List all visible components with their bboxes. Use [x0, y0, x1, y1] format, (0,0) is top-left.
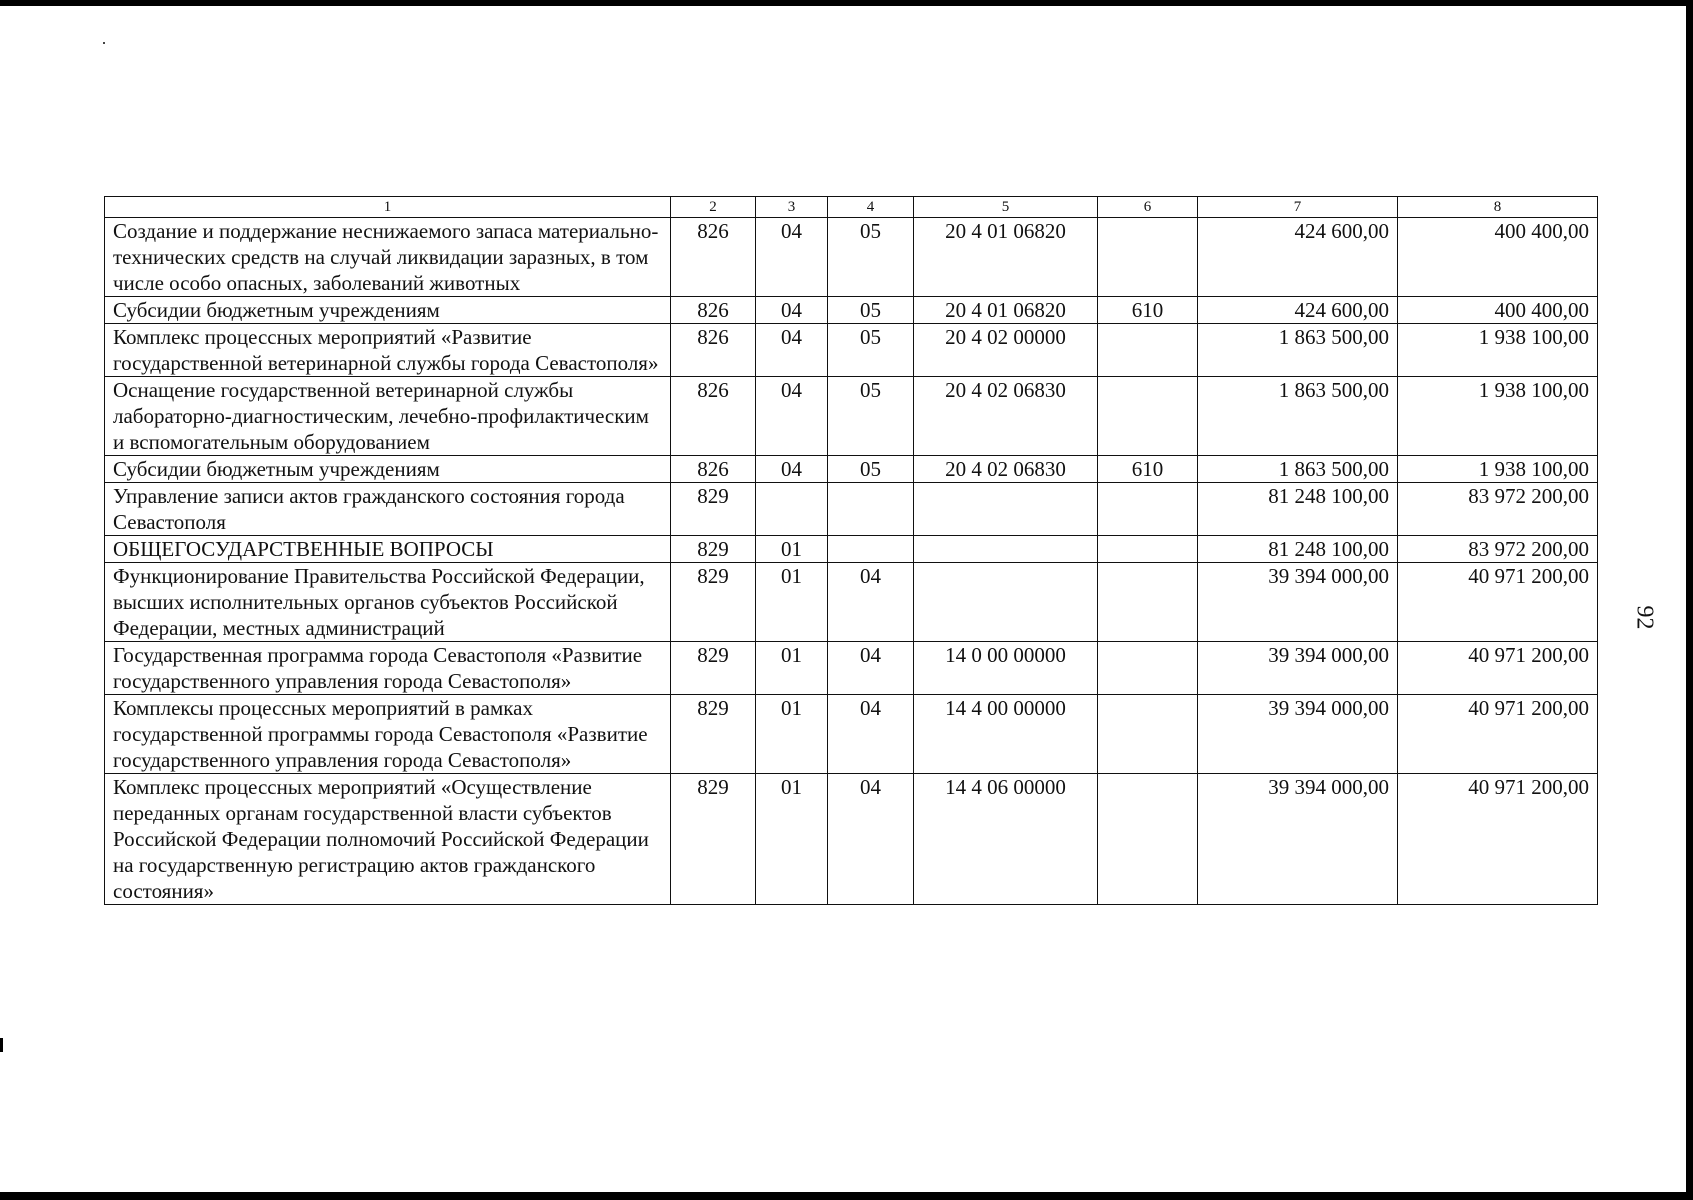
cell-amount-2: 83 972 200,00 [1398, 483, 1598, 536]
header-row [105, 197, 1598, 218]
cell-amount-1: 1 863 500,00 [1198, 324, 1398, 377]
cell-name: Создание и поддержание неснижаемого запаса материально-технических средств на случай ликвидации заразных, в том числе особо опасных, заболеваний животных [105, 218, 671, 297]
table-row [105, 483, 1598, 536]
cell-expense-type [1098, 483, 1198, 536]
cell-subsection: 05 [828, 456, 914, 483]
budget-table [104, 196, 1598, 905]
table-row [105, 297, 1598, 324]
cell-target-article [914, 536, 1098, 563]
cell-ministry: 826 [671, 456, 756, 483]
cell-section: 01 [756, 695, 828, 774]
scan-border-right [1686, 0, 1693, 1200]
cell-subsection: 04 [828, 563, 914, 642]
scan-speck [103, 42, 105, 44]
cell-amount-2: 40 971 200,00 [1398, 642, 1598, 695]
cell-ministry: 826 [671, 324, 756, 377]
cell-ministry: 826 [671, 218, 756, 297]
cell-amount-1: 424 600,00 [1198, 297, 1398, 324]
cell-subsection: 04 [828, 774, 914, 905]
cell-amount-1: 39 394 000,00 [1198, 563, 1398, 642]
table-row [105, 456, 1598, 483]
cell-subsection: 05 [828, 297, 914, 324]
cell-subsection: 05 [828, 218, 914, 297]
cell-name: Субсидии бюджетным учреждениям [105, 456, 671, 483]
table-row [105, 218, 1598, 297]
cell-target-article: 14 0 00 00000 [914, 642, 1098, 695]
cell-ministry: 829 [671, 642, 756, 695]
cell-expense-type: 610 [1098, 297, 1198, 324]
header-col-7: 7 [1198, 197, 1398, 218]
scan-mark-left [0, 1038, 3, 1052]
table-row [105, 642, 1598, 695]
cell-target-article: 20 4 02 06830 [914, 377, 1098, 456]
cell-amount-2: 1 938 100,00 [1398, 456, 1598, 483]
cell-ministry: 829 [671, 536, 756, 563]
cell-amount-2: 83 972 200,00 [1398, 536, 1598, 563]
cell-ministry: 826 [671, 297, 756, 324]
cell-ministry: 829 [671, 774, 756, 905]
header-col-4: 4 [828, 197, 914, 218]
header-col-6: 6 [1098, 197, 1198, 218]
cell-section: 04 [756, 218, 828, 297]
cell-expense-type [1098, 774, 1198, 905]
cell-target-article: 14 4 00 00000 [914, 695, 1098, 774]
cell-subsection [828, 536, 914, 563]
cell-ministry: 826 [671, 377, 756, 456]
cell-name: Комплекс процессных мероприятий «Развитие государственной ветеринарной службы города Севастополя» [105, 324, 671, 377]
cell-amount-1: 39 394 000,00 [1198, 642, 1398, 695]
header-col-8: 8 [1398, 197, 1598, 218]
header-col-5: 5 [914, 197, 1098, 218]
table-row [105, 563, 1598, 642]
cell-section: 04 [756, 377, 828, 456]
scan-border-bottom [0, 1192, 1693, 1200]
cell-name: Оснащение государственной ветеринарной службы лабораторно-диагностическим, лечебно-профилактическим и вспомогательным оборудованием [105, 377, 671, 456]
cell-amount-2: 40 971 200,00 [1398, 563, 1598, 642]
cell-name: Комплексы процессных мероприятий в рамках государственной программы города Севастополя «Развитие государственного управления города Севастополя» [105, 695, 671, 774]
cell-amount-1: 39 394 000,00 [1198, 774, 1398, 905]
cell-subsection: 05 [828, 324, 914, 377]
table-row [105, 695, 1598, 774]
cell-amount-2: 1 938 100,00 [1398, 324, 1598, 377]
cell-section: 01 [756, 774, 828, 905]
cell-section: 01 [756, 563, 828, 642]
cell-name: Комплекс процессных мероприятий «Осуществление переданных органам государственной власти субъектов Российской Федерации полномочий Российской Федерации на государственную регистрацию актов гражданского состояния» [105, 774, 671, 905]
cell-amount-2: 400 400,00 [1398, 297, 1598, 324]
cell-amount-1: 1 863 500,00 [1198, 456, 1398, 483]
cell-amount-1: 1 863 500,00 [1198, 377, 1398, 456]
cell-section [756, 483, 828, 536]
cell-section: 04 [756, 324, 828, 377]
cell-amount-2: 1 938 100,00 [1398, 377, 1598, 456]
header-col-1: 1 [105, 197, 671, 218]
cell-amount-2: 40 971 200,00 [1398, 774, 1598, 905]
cell-target-article: 14 4 06 00000 [914, 774, 1098, 905]
cell-amount-1: 424 600,00 [1198, 218, 1398, 297]
header-col-3: 3 [756, 197, 828, 218]
cell-amount-1: 39 394 000,00 [1198, 695, 1398, 774]
cell-name: Управление записи актов гражданского состояния города Севастополя [105, 483, 671, 536]
cell-section: 01 [756, 536, 828, 563]
cell-target-article [914, 563, 1098, 642]
cell-amount-2: 400 400,00 [1398, 218, 1598, 297]
scan-border-top [0, 0, 1693, 6]
cell-subsection: 04 [828, 695, 914, 774]
cell-ministry: 829 [671, 483, 756, 536]
table-row [105, 536, 1598, 563]
cell-expense-type [1098, 324, 1198, 377]
cell-name: ОБЩЕГОСУДАРСТВЕННЫЕ ВОПРОСЫ [105, 536, 671, 563]
cell-expense-type [1098, 695, 1198, 774]
header-col-2: 2 [671, 197, 756, 218]
table-row [105, 324, 1598, 377]
cell-target-article: 20 4 02 06830 [914, 456, 1098, 483]
cell-expense-type [1098, 536, 1198, 563]
cell-target-article: 20 4 01 06820 [914, 218, 1098, 297]
cell-amount-2: 40 971 200,00 [1398, 695, 1598, 774]
cell-target-article: 20 4 01 06820 [914, 297, 1098, 324]
cell-subsection: 04 [828, 642, 914, 695]
cell-section: 01 [756, 642, 828, 695]
cell-amount-1: 81 248 100,00 [1198, 483, 1398, 536]
cell-name: Государственная программа города Севастополя «Развитие государственного управления города Севастополя» [105, 642, 671, 695]
cell-section: 04 [756, 456, 828, 483]
cell-name: Функционирование Правительства Российской Федерации, высших исполнительных органов субъектов Российской Федерации, местных администраций [105, 563, 671, 642]
table-row [105, 774, 1598, 905]
cell-subsection: 05 [828, 377, 914, 456]
cell-ministry: 829 [671, 563, 756, 642]
cell-expense-type [1098, 218, 1198, 297]
cell-target-article: 20 4 02 00000 [914, 324, 1098, 377]
cell-expense-type [1098, 377, 1198, 456]
page-number: 92 [1631, 605, 1658, 630]
cell-target-article [914, 483, 1098, 536]
table-row [105, 377, 1598, 456]
cell-ministry: 829 [671, 695, 756, 774]
cell-expense-type: 610 [1098, 456, 1198, 483]
cell-expense-type [1098, 642, 1198, 695]
cell-expense-type [1098, 563, 1198, 642]
cell-section: 04 [756, 297, 828, 324]
cell-amount-1: 81 248 100,00 [1198, 536, 1398, 563]
cell-subsection [828, 483, 914, 536]
cell-name: Субсидии бюджетным учреждениям [105, 297, 671, 324]
